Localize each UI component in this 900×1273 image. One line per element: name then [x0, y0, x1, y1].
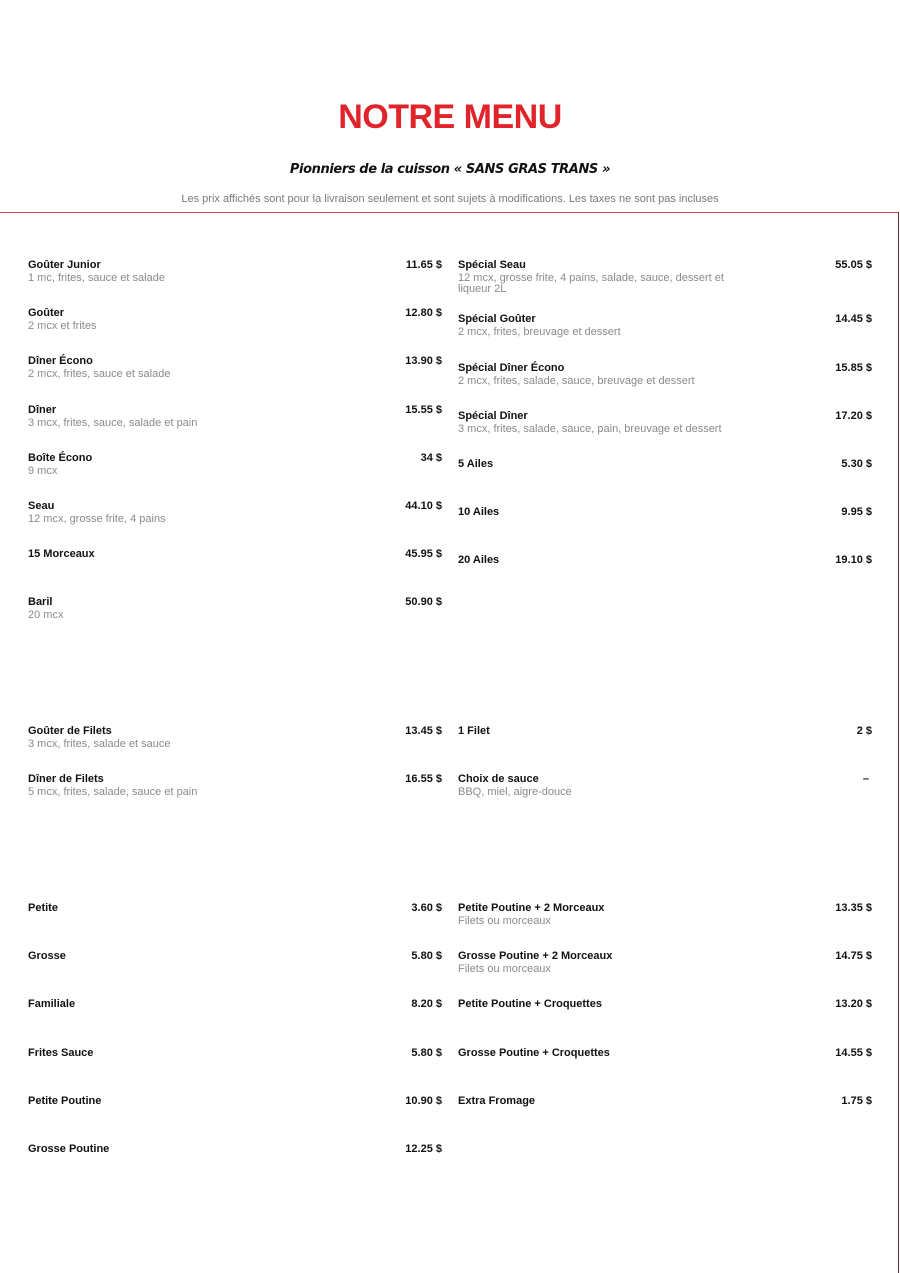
- item-name: 15 Morceaux: [28, 548, 95, 560]
- item-name: Petite Poutine + Croquettes: [458, 998, 602, 1010]
- menu-item: [28, 547, 442, 587]
- item-price: 45.95 $: [405, 548, 442, 560]
- item-description: 12 mcx, grosse frite, 4 pains, salade, sauce, dessert et liqueur 2L: [458, 272, 724, 295]
- item-name: 20 Ailes: [458, 554, 500, 566]
- menu-item: [458, 901, 872, 941]
- item-name: Spécial Dîner Écono: [458, 362, 565, 374]
- item-price: 8.20 $: [411, 998, 442, 1010]
- item-name: Dîner de Filets: [28, 773, 104, 785]
- item-name: Grosse Poutine + Croquettes: [458, 1047, 610, 1059]
- item-price: 13.90 $: [405, 355, 442, 367]
- item-price: 14.75 $: [835, 950, 872, 962]
- item-name: Goûter: [28, 307, 65, 319]
- item-price: 15.85 $: [835, 362, 872, 374]
- item-description: BBQ, miel, aigre-douce: [458, 786, 572, 798]
- item-description: 2 mcx et frites: [28, 320, 97, 332]
- item-description: Filets ou morceaux: [458, 963, 551, 975]
- menu-item: [458, 258, 872, 298]
- item-description: 3 mcx, frites, salade et sauce: [28, 738, 171, 750]
- item-name: 10 Ailes: [458, 506, 500, 518]
- item-name: Grosse: [28, 950, 66, 962]
- frame-divider-right: [898, 212, 899, 1273]
- menu-item: [28, 997, 442, 1037]
- menu-item: [28, 499, 442, 539]
- item-name: Frites Sauce: [28, 1047, 94, 1059]
- item-description: 3 mcx, frites, salade, sauce, pain, breuvage et dessert: [458, 423, 722, 435]
- menu-item: [28, 595, 442, 635]
- menu-item: [28, 1142, 442, 1182]
- item-description: 20 mcx: [28, 609, 64, 621]
- item-name: Petite: [28, 902, 58, 914]
- item-name: Grosse Poutine: [28, 1143, 110, 1155]
- item-name: Boîte Écono: [28, 452, 93, 464]
- menu-item: [458, 457, 872, 497]
- item-description: 2 mcx, frites, breuvage et dessert: [458, 326, 621, 338]
- item-description: 12 mcx, grosse frite, 4 pains: [28, 513, 166, 525]
- item-price: 1.75 $: [841, 1095, 872, 1107]
- item-price: 5.80 $: [411, 950, 442, 962]
- menu-item: [458, 312, 872, 352]
- menu-item: [28, 403, 442, 443]
- item-price: 5.80 $: [411, 1047, 442, 1059]
- item-price: 11.65 $: [405, 259, 442, 271]
- menu-item: [28, 772, 442, 812]
- menu-item: [458, 361, 872, 401]
- item-price: 3.60 $: [411, 902, 442, 914]
- menu-item: [458, 997, 872, 1037]
- item-price: 12.25 $: [405, 1143, 442, 1155]
- menu-item: [28, 724, 442, 764]
- item-price: 17.20 $: [835, 410, 872, 422]
- menu-item: [458, 505, 872, 545]
- menu-item: [458, 772, 872, 812]
- item-description: 5 mcx, frites, salade, sauce et pain: [28, 786, 198, 798]
- item-name: 5 Ailes: [458, 458, 494, 470]
- item-price: 50.90 $: [405, 596, 442, 608]
- item-name: Goûter Junior: [28, 259, 101, 271]
- menu-item: [28, 949, 442, 989]
- frame-divider-top: [0, 212, 899, 213]
- item-price: –: [862, 773, 869, 785]
- item-name: Grosse Poutine + 2 Morceaux: [458, 950, 613, 962]
- item-name: Goûter de Filets: [28, 725, 112, 737]
- menu-item: [28, 1046, 442, 1086]
- item-price: 34 $: [420, 452, 442, 464]
- item-name: Petite Poutine: [28, 1095, 102, 1107]
- item-name: Familiale: [28, 998, 76, 1010]
- item-price: 44.10 $: [405, 500, 442, 512]
- item-name: Spécial Goûter: [458, 313, 536, 325]
- menu-item: [458, 949, 872, 989]
- item-name: Spécial Seau: [458, 259, 526, 271]
- menu-item: [458, 724, 872, 764]
- item-price: 13.35 $: [835, 902, 872, 914]
- item-price: 9.95 $: [841, 506, 872, 518]
- item-description: 3 mcx, frites, sauce, salade et pain: [28, 417, 198, 429]
- menu-item: [28, 901, 442, 941]
- item-price: 14.55 $: [835, 1047, 872, 1059]
- item-price: 10.90 $: [405, 1095, 442, 1107]
- item-price: 13.20 $: [835, 998, 872, 1010]
- menu-item: [28, 451, 442, 491]
- item-name: 1 Filet: [458, 725, 490, 737]
- item-description: 2 mcx, frites, salade, sauce, breuvage et dessert: [458, 375, 695, 387]
- menu-item: [28, 354, 442, 394]
- item-description: 2 mcx, frites, sauce et salade: [28, 368, 171, 380]
- item-price: 5.30 $: [841, 458, 872, 470]
- item-price: 16.55 $: [405, 773, 442, 785]
- page-title: NOTRE MENU: [338, 98, 562, 136]
- menu-item: [458, 409, 872, 449]
- item-price: 15.55 $: [405, 404, 442, 416]
- menu-item: [28, 306, 442, 346]
- price-notice: Les prix affichés sont pour la livraison seulement et sont sujets à modifications. Les taxes ne sont pas incluses: [181, 193, 719, 205]
- item-name: Extra Fromage: [458, 1095, 536, 1107]
- item-price: 2 $: [856, 725, 872, 737]
- menu-item: [458, 1094, 872, 1134]
- menu-item: [28, 1094, 442, 1134]
- item-price: 12.80 $: [405, 307, 442, 319]
- item-price: 19.10 $: [835, 554, 872, 566]
- item-name: Baril: [28, 596, 53, 608]
- item-price: 55.05 $: [835, 259, 872, 271]
- item-name: Dîner: [28, 404, 57, 416]
- item-description: 9 mcx: [28, 465, 58, 477]
- item-name: Spécial Dîner: [458, 410, 528, 422]
- item-name: Petite Poutine + 2 Morceaux: [458, 902, 605, 914]
- item-name: Dîner Écono: [28, 355, 93, 367]
- item-price: 14.45 $: [835, 313, 872, 325]
- item-name: Seau: [28, 500, 55, 512]
- menu-item: [458, 553, 872, 593]
- item-price: 13.45 $: [405, 725, 442, 737]
- item-name: Choix de sauce: [458, 773, 539, 785]
- menu-item: [458, 1046, 872, 1086]
- item-description: 1 mc, frites, sauce et salade: [28, 272, 165, 284]
- page-subtitle: Pionniers de la cuisson « SANS GRAS TRANS »: [289, 162, 611, 177]
- item-description: Filets ou morceaux: [458, 915, 551, 927]
- menu-item: [28, 258, 442, 298]
